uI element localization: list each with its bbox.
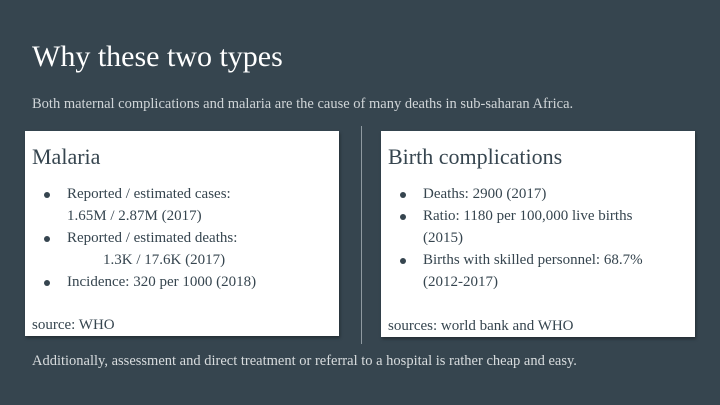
list-item-text: Ratio: 1180 per 100,000 live births (423, 208, 633, 224)
malaria-card (25, 131, 339, 336)
footer-note: Additionally, assessment and direct treatment or referral to a hospital is rather cheap and easy. (32, 353, 577, 369)
list-item-text-continued: 1.3K / 17.6K (2017) (103, 252, 226, 268)
list-item-text: Incidence: 320 per 1000 (2018) (67, 274, 257, 290)
list-item-text: Reported / estimated cases: (67, 186, 231, 202)
list-item (381, 249, 691, 293)
bullet-icon (44, 236, 50, 242)
vertical-divider (361, 126, 362, 344)
list-item (381, 183, 691, 205)
slide-title: Why these two types (32, 40, 283, 73)
malaria-source: source: WHO (32, 317, 115, 333)
bullet-icon (400, 192, 406, 198)
birth-complications-card (381, 131, 695, 337)
list-item-text-continued: 1.65M / 2.87M (2017) (67, 208, 202, 224)
list-item (25, 183, 335, 227)
slide-subtitle: Both maternal complications and malaria are the cause of many deaths in sub-saharan Africa. (32, 96, 574, 112)
bullet-icon (44, 280, 50, 286)
list-item-text: Deaths: 2900 (2017) (423, 186, 547, 202)
list-item (25, 271, 335, 293)
bullet-icon (44, 192, 50, 198)
list-item-text-continued: (2012-2017) (423, 274, 498, 290)
birth-card-title: Birth complications (388, 144, 563, 169)
list-item-text: Reported / estimated deaths: (67, 230, 238, 246)
bullet-icon (400, 214, 406, 220)
bullet-icon (400, 258, 406, 264)
list-item (381, 205, 691, 249)
malaria-card-title: Malaria (32, 144, 101, 169)
birth-stats-list (381, 183, 691, 293)
malaria-stats-list (25, 183, 335, 293)
list-item (25, 227, 335, 271)
list-item-text-continued: (2015) (423, 230, 463, 246)
birth-source: sources: world bank and WHO (388, 318, 574, 334)
list-item-text: Births with skilled personnel: 68.7% (423, 252, 643, 268)
